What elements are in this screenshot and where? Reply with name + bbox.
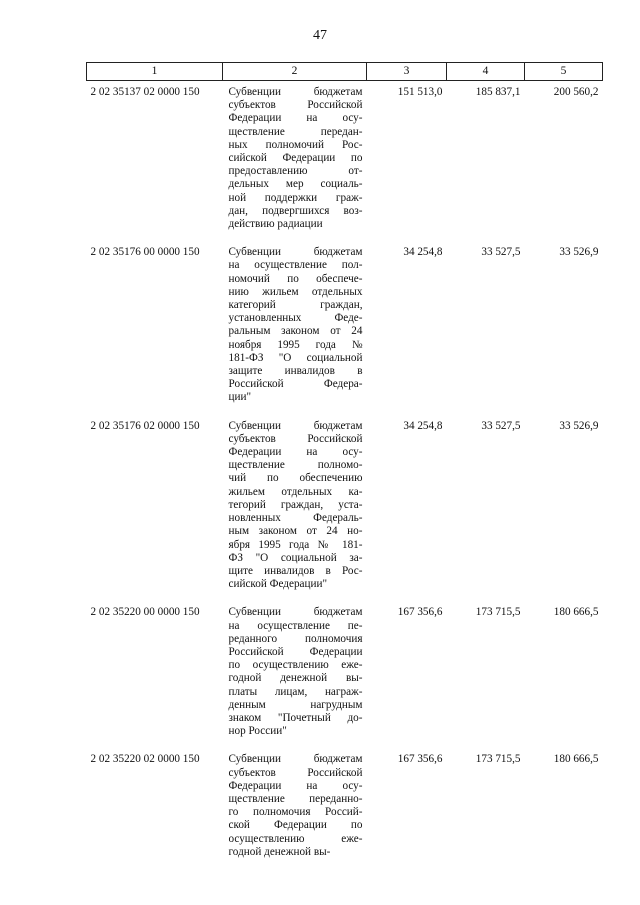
description-line: нию жильем отдельных	[228, 285, 363, 298]
amount-cell-v5: 33 526,9	[559, 246, 599, 259]
description-line: ции"	[228, 391, 252, 404]
description-line: новленных Федераль-	[228, 512, 363, 525]
description-cell	[223, 81, 367, 242]
amount-cell-v4: 33 527,5	[481, 246, 521, 259]
amount-cell-v4: 185 837,1	[475, 86, 521, 98]
description-line: годной денежной вы-	[228, 845, 331, 858]
description-line: Федерации на осу-	[228, 779, 363, 792]
amount-cell-v3: 167 356,6	[397, 753, 443, 766]
description-line: ществление переданно-	[228, 792, 363, 805]
description-cell	[223, 748, 367, 869]
amount-cell-v4: 173 715,5	[475, 606, 521, 619]
description-line: Федерации на осу-	[228, 446, 363, 459]
description-line: чий по обеспечению	[228, 472, 363, 485]
description-line: годной денежной вы-	[228, 672, 363, 685]
description-line: го полномочия Россий-	[228, 806, 363, 819]
description-line: реданного полномочия	[228, 632, 363, 645]
budget-code-cell: 2 02 35176 02 0000 150	[90, 419, 200, 432]
description-line: Субвенции бюджетам	[228, 606, 363, 619]
header-row	[87, 63, 603, 81]
table-body	[87, 81, 603, 869]
description-line: платы лицам, награж-	[228, 685, 363, 698]
page-number: 47	[313, 28, 327, 43]
description-line: субъектов Российской	[228, 99, 363, 112]
description-line: Российской Федерации	[228, 645, 363, 658]
amount-cell-v3: 34 254,8	[403, 246, 443, 259]
description-line: щите инвалидов в Рос-	[228, 564, 363, 577]
description-line: Российской Федера-	[228, 378, 363, 391]
description-cell	[223, 601, 367, 748]
description-line: субъектов Российской	[228, 432, 363, 445]
table-row	[87, 81, 603, 242]
amount-cell-v5: 180 666,5	[553, 753, 599, 766]
description-line: ществление передан-	[228, 125, 363, 138]
column-header-3: 3	[367, 63, 447, 81]
description-line: Субвенции бюджетам	[228, 246, 363, 259]
description-line: ральным законом от 24	[228, 325, 363, 338]
description-line: по осуществлению еже-	[228, 659, 363, 672]
description-line: установленных Феде-	[228, 312, 363, 325]
column-header-4: 4	[447, 63, 525, 81]
budget-code-cell: 2 02 35220 00 0000 150	[90, 606, 200, 619]
column-header-1: 1	[87, 63, 223, 81]
budget-code-cell: 2 02 35176 00 0000 150	[90, 246, 200, 259]
amount-cell-v4: 173 715,5	[475, 753, 521, 766]
description-line: дельных мер социаль-	[228, 178, 363, 191]
description-line: сийской Федерации по	[228, 152, 363, 165]
description-line: ской Федерации по	[228, 819, 363, 832]
description-line: категорий граждан,	[228, 299, 363, 312]
description-line: ным законом от 24 но-	[228, 525, 363, 538]
description-line: знаком "Почетный до-	[228, 711, 363, 724]
table-row	[87, 241, 603, 414]
description-line: ноября 1995 года №	[228, 338, 363, 351]
budget-code-cell: 2 02 35220 02 0000 150	[90, 753, 200, 766]
description-line: ных полномочий Рос-	[228, 138, 363, 151]
budget-table	[86, 62, 603, 869]
description-line: Субвенции бюджетам	[228, 86, 363, 98]
table-row	[87, 601, 603, 748]
amount-cell-v3: 167 356,6	[397, 606, 443, 619]
table-row	[87, 748, 603, 869]
description-line: тегорий граждан, уста-	[228, 498, 363, 511]
description-line: сийской Федерации"	[228, 578, 328, 591]
description-line: дан, подвергшихся воз-	[228, 204, 363, 217]
table-row	[87, 415, 603, 602]
amount-cell-v5: 180 666,5	[553, 606, 599, 619]
description-line: предоставлению от-	[228, 165, 363, 178]
description-line: на осуществление пол-	[228, 259, 363, 272]
description-line: ной поддержки граж-	[228, 191, 363, 204]
column-header-2: 2	[223, 63, 367, 81]
column-header-5: 5	[525, 63, 603, 81]
description-line: номочий по обеспече-	[228, 272, 363, 285]
description-line: Субвенции бюджетам	[228, 753, 363, 766]
amount-cell-v3: 151 513,0	[397, 86, 443, 98]
description-line: Субвенции бюджетам	[228, 419, 363, 432]
description-line: 181-ФЗ "О социальной	[228, 351, 363, 364]
description-line: денным нагрудным	[228, 698, 363, 711]
description-cell	[223, 241, 367, 414]
description-line: ФЗ "О социальной за-	[228, 551, 363, 564]
budget-code-cell: 2 02 35137 02 0000 150	[90, 86, 200, 98]
description-line: ществление полномо-	[228, 459, 363, 472]
description-line: защите инвалидов в	[228, 365, 363, 378]
description-cell	[223, 415, 367, 602]
description-line: осуществлению еже-	[228, 832, 363, 845]
description-line: нор России"	[228, 725, 287, 738]
description-line: ября 1995 года № 181-	[228, 538, 363, 551]
description-line: субъектов Российской	[228, 766, 363, 779]
description-line: Федерации на осу-	[228, 112, 363, 125]
amount-cell-v5: 200 560,2	[553, 86, 599, 98]
table-header	[87, 63, 603, 81]
description-line: на осуществление пе-	[228, 619, 363, 632]
amount-cell-v4: 33 527,5	[481, 419, 521, 432]
description-line: жильем отдельных ка-	[228, 485, 363, 498]
amount-cell-v5: 33 526,9	[559, 419, 599, 432]
description-line: действию радиации	[228, 218, 323, 231]
amount-cell-v3: 34 254,8	[403, 419, 443, 432]
